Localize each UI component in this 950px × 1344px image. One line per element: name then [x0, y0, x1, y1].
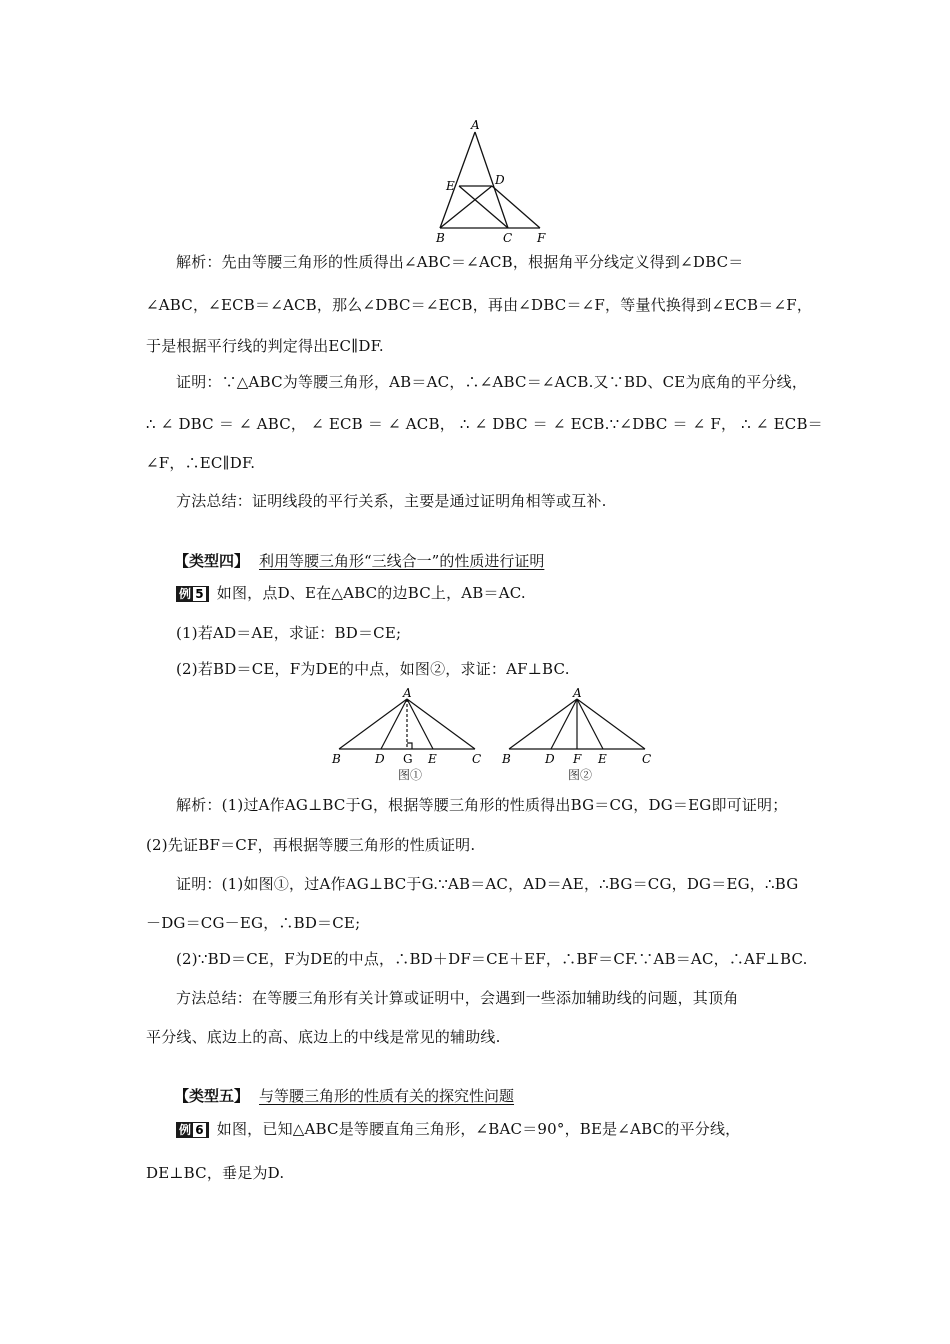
fig1-label-A: A: [403, 686, 412, 700]
example5-badge: 例 5: [176, 586, 209, 602]
proof1-line1: 证明：∵△ABC为等腰三角形，AB＝AC，∴∠ABC＝∠ACB.又∵BD、CE为底角的平分线，: [176, 373, 808, 391]
label-C: C: [503, 231, 513, 245]
fig2-label-C: C: [642, 752, 652, 766]
proof2-line1: 证明：(1)如图①，过A作AG⊥BC于G.∵AB＝AC，AD＝AE，∴BG＝CG，DG＝EG，∴BG: [176, 875, 799, 893]
example5-text: 如图，点D、E在△ABC的边BC上，AB＝AC.: [216, 584, 526, 602]
fig2-label-F: F: [573, 752, 582, 766]
fig1-label-E: E: [428, 752, 437, 766]
proof1-line2: ∴ ∠ DBC ＝ ∠ ABC， ∠ ECB ＝ ∠ ACB， ∴ ∠ DBC ＝ ∠ ECB.∵∠DBC ＝ ∠ F， ∴ ∠ ECB＝: [146, 415, 823, 433]
example6-statement: [176, 1118, 740, 1139]
figure-2: [496, 685, 658, 783]
analysis2-line1: 解析：(1)过A作AG⊥BC于G，根据等腰三角形的性质得出BG＝CG，DG＝EG即可证明；: [176, 796, 788, 814]
fig1-label-D: D: [375, 752, 385, 766]
section-type4-title: 利用等腰三角形“三线合一”的性质进行证明: [259, 552, 545, 570]
proof2-line2: －DG＝CG－EG，∴BD＝CE;: [146, 914, 361, 932]
fig1-label-C: C: [472, 752, 482, 766]
triangle-figure-top: [430, 118, 560, 246]
analysis1-line1: 解析：先由等腰三角形的性质得出∠ABC＝∠ACB，根据角平分线定义得到∠DBC＝: [176, 253, 744, 271]
method1-summary: 方法总结：证明线段的平行关系，主要是通过证明角相等或互补.: [176, 492, 607, 510]
section-type5-title: 与等腰三角形的性质有关的探究性问题: [259, 1087, 515, 1105]
analysis1-line2: ∠ABC，∠ECB＝∠ACB，那么∠DBC＝∠ECB，再由∠DBC＝∠F，等量代换得到∠ECB＝∠F，: [146, 296, 813, 314]
figure-1: [326, 685, 488, 783]
proof1-line3: ∠F，∴EC∥DF.: [146, 454, 256, 472]
section-type4: [174, 550, 544, 571]
example6-badge: 例 6: [176, 1122, 209, 1138]
method2-line1: 方法总结：在等腰三角形有关计算或证明中，会遇到一些添加辅助线的问题，其顶角: [176, 989, 739, 1007]
example5-question1: (1)若AD＝AE，求证：BD＝CE;: [176, 624, 402, 642]
fig2-label-D: D: [545, 752, 555, 766]
fig1-label-B: B: [332, 752, 341, 766]
example6-text-line2: DE⊥BC，垂足为D.: [146, 1164, 285, 1182]
label-D: D: [495, 173, 505, 187]
fig1-caption: 图①: [398, 768, 423, 782]
analysis1-line3: 于是根据平行线的判定得出EC∥DF.: [146, 337, 384, 355]
fig1-label-G: G: [403, 752, 413, 766]
fig2-label-A: A: [573, 686, 582, 700]
analysis2-line2: (2)先证BF＝CF，再根据等腰三角形的性质证明.: [146, 836, 476, 854]
label-B: B: [436, 231, 445, 245]
proof2-line3: (2)∵BD＝CE，F为DE的中点，∴BD＋DF＝CE＋EF，∴BF＝CF.∵AB＝AC，∴AF⊥BC.: [176, 950, 808, 968]
section-type5: [174, 1085, 514, 1106]
fig2-label-E: E: [598, 752, 607, 766]
example6-text-line1: 如图，已知△ABC是等腰直角三角形，∠BAC＝90°，BE是∠ABC的平分线，: [216, 1120, 741, 1138]
section-type4-bracket: 【类型四】: [174, 552, 250, 570]
section-type5-bracket: 【类型五】: [174, 1087, 250, 1105]
example5-statement: [176, 582, 526, 603]
label-E: E: [446, 179, 455, 193]
example5-question2: (2)若BD＝CE，F为DE的中点，如图②，求证：AF⊥BC.: [176, 660, 570, 678]
method2-line2: 平分线、底边上的高、底边上的中线是常见的辅助线.: [146, 1028, 501, 1046]
label-F: F: [537, 231, 546, 245]
fig2-caption: 图②: [568, 768, 593, 782]
fig2-label-B: B: [502, 752, 511, 766]
label-A: A: [471, 118, 480, 132]
